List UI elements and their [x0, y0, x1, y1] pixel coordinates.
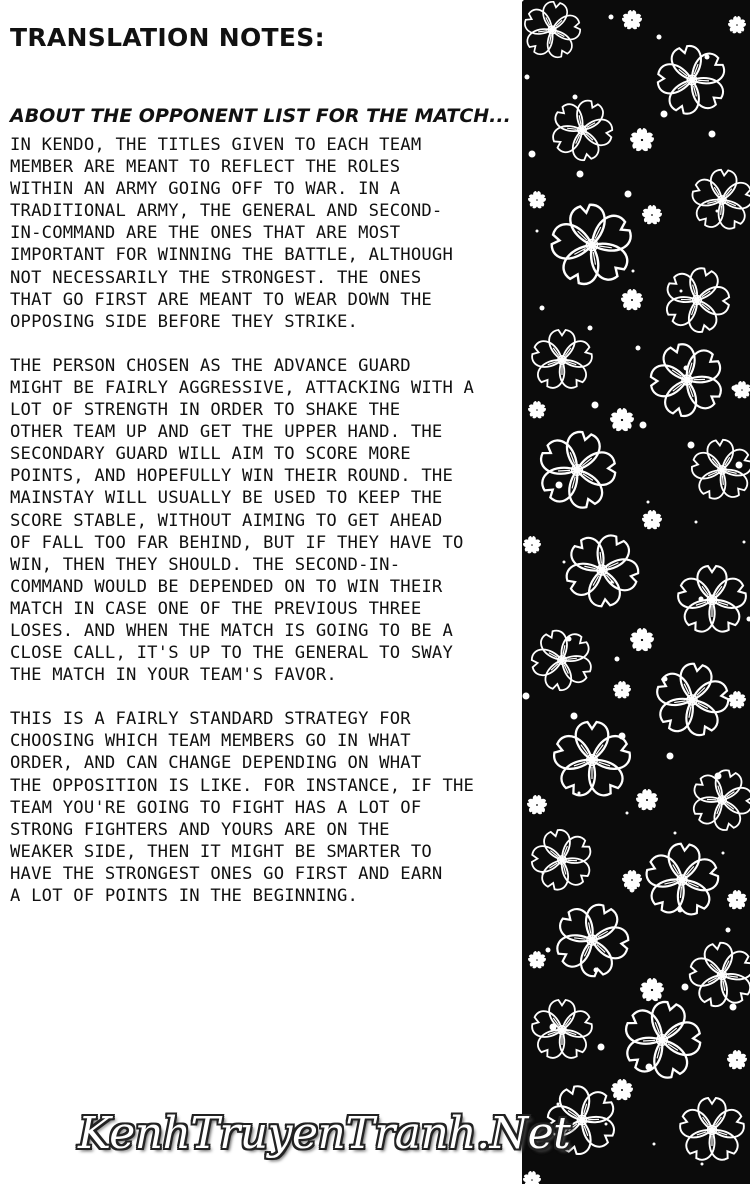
blossom-icon	[522, 536, 542, 555]
blossom-icon	[726, 1050, 748, 1071]
pattern-dot	[663, 677, 668, 682]
pattern-dot	[680, 290, 683, 293]
pattern-dot	[557, 1103, 560, 1106]
pattern-dot	[647, 501, 650, 504]
blossom-icon	[677, 1098, 746, 1164]
blossom-icon	[549, 519, 654, 622]
pattern-dot	[732, 386, 737, 391]
pattern-dot	[726, 928, 731, 933]
pattern-dot	[529, 151, 536, 158]
pattern-dot	[619, 733, 626, 740]
blossom-icon	[641, 510, 663, 531]
blossom-icon	[681, 761, 750, 841]
blossom-icon	[687, 167, 750, 234]
pattern-dot	[567, 637, 572, 642]
pattern-dot	[611, 581, 614, 584]
pattern-dot	[578, 792, 581, 795]
pattern-dot	[674, 832, 677, 835]
blossom-icon	[727, 16, 747, 35]
pattern-dot	[657, 35, 662, 40]
pattern-dot	[701, 1163, 704, 1166]
blossom-icon	[682, 937, 750, 1014]
pattern-dot	[626, 812, 629, 815]
pattern-dot	[522, 0, 524, 2]
pattern-dot	[540, 306, 545, 311]
blossom-icon	[647, 658, 737, 745]
blossom-icon	[612, 993, 712, 1090]
blossom-icon	[522, 0, 587, 65]
blossom-icon	[612, 681, 632, 700]
pattern-dot	[598, 1044, 605, 1051]
pattern-dot	[609, 15, 614, 20]
pattern-dot	[584, 250, 587, 253]
pattern-dot	[730, 1004, 737, 1011]
pattern-dot	[636, 346, 641, 351]
pattern-dot	[550, 1024, 557, 1031]
pattern-dot	[661, 111, 668, 118]
blossom-pattern-svg	[522, 0, 750, 1184]
blossom-icon	[542, 198, 642, 294]
blossom-icon	[621, 10, 643, 31]
pattern-dot	[678, 908, 683, 913]
translation-notes	[10, 22, 515, 929]
pattern-dot	[667, 753, 674, 760]
pattern-dot	[640, 422, 647, 429]
pattern-dot	[577, 171, 584, 178]
pattern-dot	[695, 521, 698, 524]
pattern-dot	[715, 773, 722, 780]
pattern-dot	[563, 561, 566, 564]
blossom-icon	[522, 1171, 542, 1184]
pattern-dot	[688, 442, 695, 449]
blossom-icon	[529, 1000, 594, 1062]
blossom-icon	[620, 289, 644, 312]
paragraph-roles: IN KENDO, THE TITLES GIVEN TO EACH TEAM MEMBER ARE MEANT TO REFLECT THE ROLES WITHIN AN ARMY GOING OFF TO WAR. IN A TRADITIONAL ARMY, THE GENERAL AND SECOND- IN-COMMAND ARE THE ONES THAT ARE MOST IMPORTANT FOR WINNING THE BATTLE, ALTHOUGH NOT NECESSARILY THE STRONGEST. THE ONES THAT GO FIRST ARE MEANT TO WEAR DOWN THE OPPOSING SIDE BEFORE THEY STRIKE.	[10, 135, 454, 332]
cherry-blossom-pattern	[522, 0, 750, 1184]
pattern-dot	[705, 55, 710, 60]
pattern-dot	[747, 617, 750, 622]
pattern-dot	[615, 657, 620, 662]
blossom-icon	[639, 978, 665, 1003]
blossom-icon	[648, 38, 737, 125]
pattern-dot	[571, 713, 578, 720]
pattern-dot	[536, 230, 539, 233]
blossom-icon	[523, 823, 602, 900]
paragraph-positions: THE PERSON CHOSEN AS THE ADVANCE GUARD MIGHT BE FAIRLY AGGRESSIVE, ATTACKING WITH A LOT OF STRENGTH IN ORDER TO SHAKE THE OTHER TEAM UP AND GET THE UPPER HAND. THE SECONDARY GUARD WILL AIM TO SCORE MORE POINTS, AND HOPEFULLY WIN THEIR ROUND. THE MAINSTAY WILL USUALLY BE USED TO KEEP THE SCORE STABLE, WITHOUT AIMING TO GET AHEAD OF FALL TOO FAR BEHIND, BUT IF THEY HAVE TO WIN, THEN THEY SHOULD. THE SECOND-IN- COMMAND WOULD BE DEPENDED ON TO WIN THEIR MATCH IN CASE ONE OF THE PREVIOUS THREE LOSES. AND WHEN THE MATCH IS GOING TO BE A CLOSE CALL, IT'S UP TO THE GENERAL TO SWAY THE MATCH IN YOUR TEAM'S FAVOR.	[10, 355, 475, 686]
blossom-icon	[610, 1079, 634, 1102]
pattern-dot	[743, 541, 746, 544]
blossom-icon	[653, 258, 741, 344]
pattern-dot	[605, 1123, 608, 1126]
blossom-icon	[675, 566, 749, 636]
blossom-icon	[629, 128, 655, 153]
pattern-dot	[588, 326, 593, 331]
pattern-dot	[542, 872, 545, 875]
pattern-dot	[556, 482, 563, 489]
pattern-dot	[653, 1143, 656, 1146]
pattern-dot	[682, 984, 689, 991]
pattern-dot	[646, 1064, 653, 1071]
notes-title: TRANSLATION NOTES:	[10, 23, 325, 52]
pattern-dot	[632, 270, 635, 273]
blossom-icon	[726, 890, 748, 911]
blossom-icon	[609, 408, 635, 433]
pattern-dot	[699, 597, 704, 602]
pattern-dot	[546, 948, 551, 953]
blossom-icon	[541, 891, 643, 991]
blossom-icon	[522, 619, 605, 703]
blossom-icon	[529, 330, 594, 392]
blossom-icon	[527, 951, 547, 970]
pattern-dot	[736, 462, 743, 469]
blossom-icon	[687, 437, 750, 504]
pattern-dot	[592, 402, 599, 409]
blossom-icon	[527, 191, 547, 210]
pattern-dot	[573, 95, 578, 100]
blossom-icon	[527, 423, 627, 520]
blossom-icon	[727, 691, 747, 710]
blossom-icon	[629, 628, 655, 653]
blossom-icon	[641, 205, 663, 226]
section-title: ABOUT THE OPPONENT LIST FOR THE MATCH...	[10, 105, 511, 127]
pattern-dot	[625, 191, 632, 198]
blossom-icon	[527, 401, 547, 420]
blossom-icon	[638, 333, 737, 429]
paragraph-strategy: THIS IS A FAIRLY STANDARD STRATEGY FOR CHOOSING WHICH TEAM MEMBERS GO IN WHAT ORDER, AND CAN CHANGE DEPENDING ON WHAT THE OPPOSITION IS LIKE. FOR INSTANCE, IF THE TEAM YOU'RE GOING TO FIGHT HAS A LOT OF STRONG FIGHTERS AND YOURS ARE ON THE WEAKER SIDE, THEN IT MIGHT BE SMARTER TO HAVE THE STRONGEST ONES GO FIRST AND EARN A LOT OF POINTS IN THE BEGINNING.	[10, 709, 475, 906]
pattern-dot	[525, 75, 530, 80]
pattern-dot	[523, 693, 530, 700]
pattern-dot	[684, 366, 689, 371]
blossom-icon	[539, 89, 624, 173]
pattern-dot	[630, 888, 635, 893]
watermark-logo: KenhTruyenTranh.Net	[78, 1108, 571, 1159]
pattern-dot	[594, 968, 599, 973]
blossom-icon	[526, 795, 548, 816]
pattern-dot	[716, 210, 719, 213]
blossom-icon	[635, 789, 659, 812]
pattern-dot	[709, 131, 716, 138]
pattern-dot	[722, 852, 725, 855]
